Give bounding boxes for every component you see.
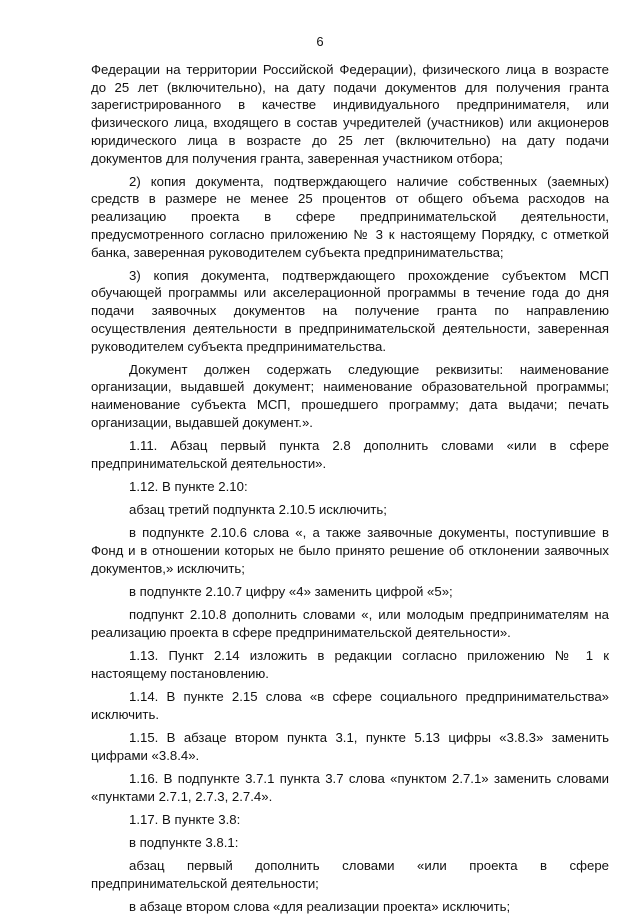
paragraph-abzac-vtoroi: в абзаце втором слова «для реализации проекта» исключить;	[129, 899, 511, 915]
page-number: 6	[316, 34, 324, 49]
paragraph-abzac-pervyi: абзац первый дополнить словами «или проекта в сфере предпринимательской деятельности;	[91, 858, 609, 891]
paragraph-item-2: 2) копия документа, подтверждающего наличие собственных (заемных) средств в размере не менее 25 процентов от общего объема расходов на реализацию проекта в сфере предпринимательской деятельности, предусмотренного согласно приложению № 3 к настоящему Порядку, с отметкой банка, заверенная руководителем субъекта предпринимательства;	[91, 173, 609, 260]
paragraph-2-10-8: подпункт 2.10.8 дополнить словами «, или молодым предпринимателям на реализацию проекта в сфере предпринимательской деятельности».	[91, 607, 609, 640]
paragraph-2-10-6: в подпункте 2.10.6 слова «, а также заявочные документы, поступившие в Фонд и в отношении которых не было принято решение об отклонении заявочных документов,» исключить;	[91, 525, 609, 576]
document-body	[91, 61, 609, 921]
paragraph-3-8-1: в подпункте 3.8.1:	[129, 834, 239, 850]
paragraph-1-14: 1.14. В пункте 2.15 слова «в сфере социального предпринимательства» исключить.	[91, 689, 609, 722]
paragraph-1-15: 1.15. В абзаце втором пункта 3.1, пункте 5.13 цифры «3.8.3» заменить цифрами «3.8.4».	[91, 729, 609, 763]
paragraph-1-17: 1.17. В пункте 3.8:	[129, 811, 241, 827]
paragraph-2-10-7: в подпункте 2.10.7 цифру «4» заменить цифрой «5»;	[129, 583, 453, 599]
paragraph-1-13: 1.13. Пункт 2.14 изложить в редакции согласно приложению № 1 к настоящему постановлению.	[91, 648, 609, 681]
paragraph-continuation: Федерации на территории Российской Федерации), физического лица в возрасте до 25 лет (включительно), на дату подачи документов для получения гранта зарегистрированного в качестве индивидуального предпринимателя, или физического лица, входящего в состав учредителей (участников) или акционеров юридического лица в возрасте до 25 лет (включительно) на дату подачи документов для получения гранта, заверенная участником отбора;	[91, 62, 609, 166]
paragraph-2-10-5: абзац третий подпункта 2.10.5 исключить;	[129, 502, 387, 518]
paragraph-item-3: 3) копия документа, подтверждающего прохождение субъектом МСП обучающей программы или акселерационной программы в течение года до дня подачи заявочных документов на получение гранта по направлению осуществления деятельности в предпринимательской деятельности, заверенная руководителем субъекта предпринимательства.	[91, 267, 609, 354]
paragraph-1-11: 1.11. Абзац первый пункта 2.8 дополнить словами «или в сфере предпринимательской деятельности».	[91, 438, 609, 471]
paragraph-document-requisites: Документ должен содержать следующие реквизиты: наименование организации, выдавшей документ; наименование образовательной программы; наименование субъекта МСП, прошедшего программу; дата выдачи; печать организации, выдавшей документ.».	[91, 361, 609, 430]
paragraph-1-16: 1.16. В подпункте 3.7.1 пункта 3.7 слова «пунктом 2.7.1» заменить словами «пунктами 2.7.1, 2.7.3, 2.7.4».	[91, 770, 609, 804]
paragraph-1-12: 1.12. В пункте 2.10:	[129, 478, 248, 494]
